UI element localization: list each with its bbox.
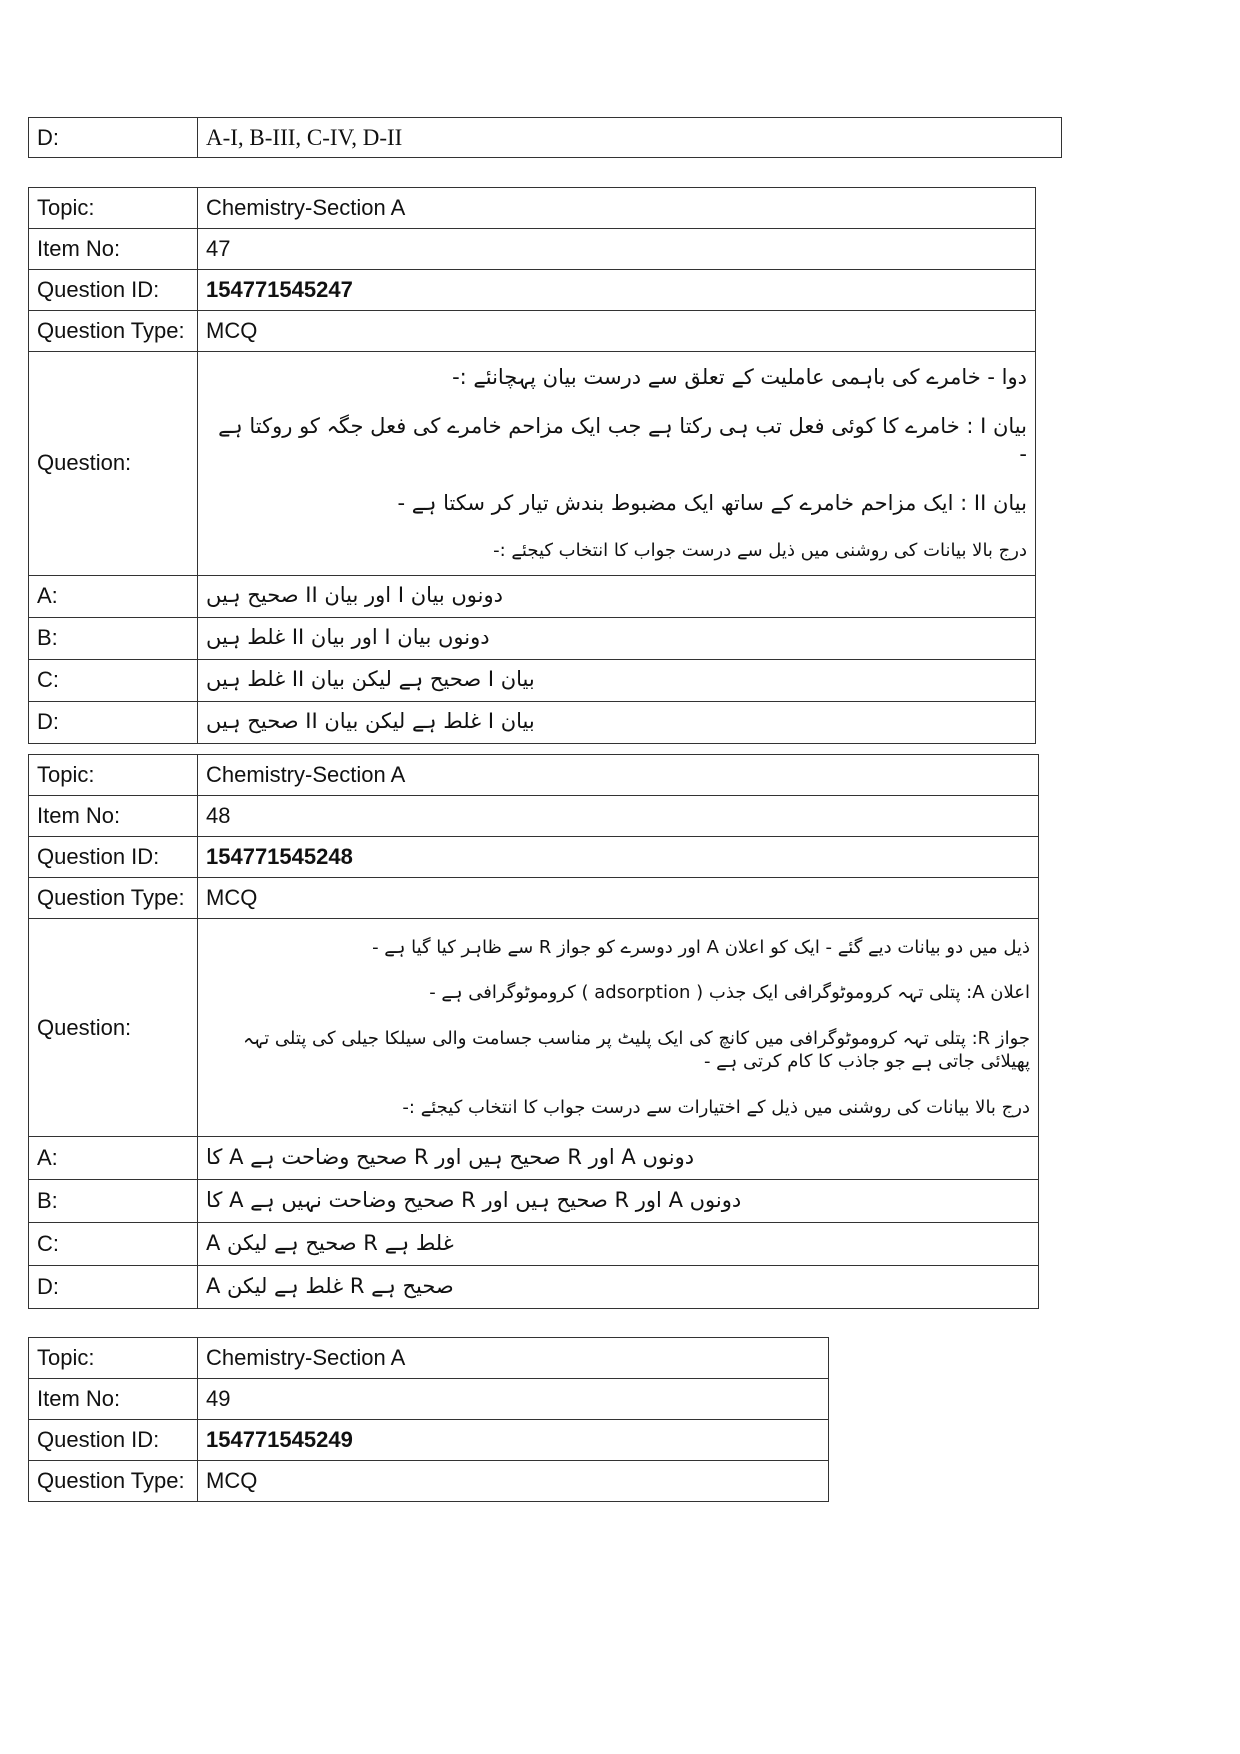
option-c-text: A صحیح ہے لیکن R غلط ہے [198, 1223, 1039, 1266]
item-no-label: Item No: [29, 229, 198, 270]
question-id-value: 154771545247 [198, 270, 1036, 311]
topic-label: Topic: [29, 1338, 198, 1379]
topic-value: Chemistry-Section A [198, 188, 1036, 229]
option-label: D: [29, 118, 198, 158]
topic-label: Topic: [29, 755, 198, 796]
option-d-text: A غلط ہے لیکن R صحیح ہے [198, 1266, 1039, 1309]
question-type-label: Question Type: [29, 1461, 198, 1502]
question-type-value: MCQ [198, 311, 1036, 352]
option-a-label: A: [29, 575, 198, 617]
question-id-label: Question ID: [29, 270, 198, 311]
option-d-fragment-table [28, 117, 1062, 158]
question-line: ذیل میں دو بیانات دیے گئے - ایک کو اعلان A اور دوسرے کو جواز R سے ظاہر کیا گیا ہے - [372, 937, 1030, 959]
option-c-label: C: [29, 659, 198, 701]
item-no-value: 49 [198, 1379, 829, 1420]
question-line: دوا - خامرے کی باہمی عاملیت کے تعلق سے درست بیان پہچانئے :- [452, 365, 1027, 389]
option-a-text: دونوں بیان I اور بیان II صحیح ہیں [198, 575, 1036, 617]
topic-value: Chemistry-Section A [198, 755, 1039, 796]
option-d-label: D: [29, 1266, 198, 1309]
question-id-label: Question ID: [29, 837, 198, 878]
option-c-text: بیان I صحیح ہے لیکن بیان II غلط ہیں [198, 659, 1036, 701]
option-c-label: C: [29, 1223, 198, 1266]
topic-value: Chemistry-Section A [198, 1338, 829, 1379]
option-a-text: دونوں A اور R صحیح ہیں اور R صحیح وضاحت ہے A کا [198, 1137, 1039, 1180]
question-id-value: 154771545248 [198, 837, 1039, 878]
option-b-text: دونوں A اور R صحیح ہیں اور R صحیح وضاحت نہیں ہے A کا [198, 1180, 1039, 1223]
question-table-47 [28, 187, 1036, 744]
item-no-value: 48 [198, 796, 1039, 837]
item-no-label: Item No: [29, 1379, 198, 1420]
option-a-label: A: [29, 1137, 198, 1180]
question-table-49 [28, 1337, 829, 1502]
topic-label: Topic: [29, 188, 198, 229]
option-value: A-I, B-III, C-IV, D-II [198, 118, 1062, 158]
question-type-value: MCQ [198, 878, 1039, 919]
question-text [198, 352, 1036, 576]
option-b-label: B: [29, 1180, 198, 1223]
item-no-label: Item No: [29, 796, 198, 837]
question-line: درج بالا بیانات کی روشنی میں ذیل کے اختیارات سے درست جواب کا انتخاب کیجئے :- [402, 1096, 1030, 1118]
item-no-value: 47 [198, 229, 1036, 270]
option-d-text: بیان I غلط ہے لیکن بیان II صحیح ہیں [198, 701, 1036, 743]
question-type-value: MCQ [198, 1461, 829, 1502]
question-id-value: 154771545249 [198, 1420, 829, 1461]
question-line: درج بالا بیانات کی روشنی میں ذیل سے درست جواب کا انتخاب کیجئے :- [493, 540, 1027, 562]
question-text [198, 919, 1039, 1137]
option-b-label: B: [29, 617, 198, 659]
question-table-48 [28, 754, 1039, 1309]
question-label: Question: [29, 919, 198, 1137]
option-b-text: دونوں بیان I اور بیان II غلط ہیں [198, 617, 1036, 659]
option-d-label: D: [29, 701, 198, 743]
question-type-label: Question Type: [29, 311, 198, 352]
question-line: جواز R: پتلی تہہ کروموٹوگرافی میں کانچ کی ایک پلیٹ پر مناسب جسامت والی سیلکا جیلی کی پتلی تہہ پھیلائی جاتی ہے جو جاذب کا کام کرتی ہے - [243, 1027, 1030, 1073]
question-type-label: Question Type: [29, 878, 198, 919]
question-id-label: Question ID: [29, 1420, 198, 1461]
question-line: بیان I : خامرے کا کوئی فعل تب ہی رکتا ہے جب ایک مزاحم خامرے کی فعل جگہ کو روکتا ہے - [218, 414, 1027, 466]
question-label: Question: [29, 352, 198, 576]
question-line: بیان II : ایک مزاحم خامرے کے ساتھ ایک مضبوط بندش تیار کر سکتا ہے - [397, 490, 1027, 515]
question-line: اعلان A: پتلی تہہ کروموٹوگرافی ایک جذب ( adsorption ) کروموٹوگرافی ہے - [429, 982, 1030, 1004]
